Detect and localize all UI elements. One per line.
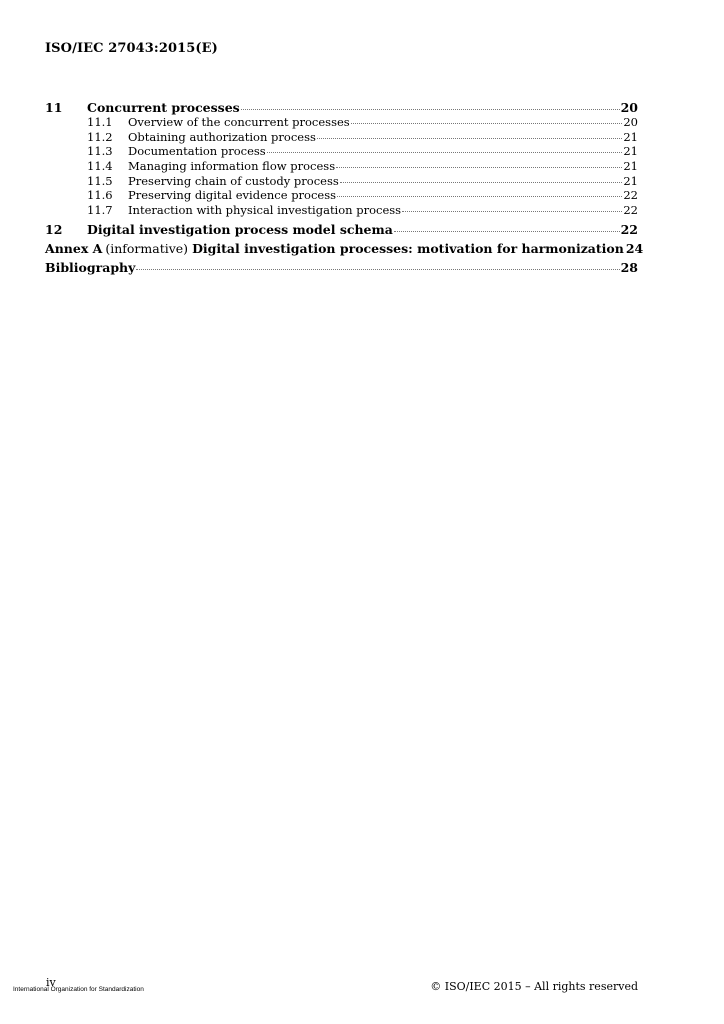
watermark-text: International Organization for Standardization [13,986,144,993]
toc-entry-11-7[interactable] [45,203,638,218]
toc-page-number: 20 [620,100,638,115]
toc-entry-section-11[interactable] [45,100,638,115]
leader-dots [337,195,622,197]
toc-entry-bibliography[interactable] [45,260,638,275]
toc-entry-annex-a[interactable] [45,240,644,256]
toc-number: 11.6 [87,188,113,203]
toc-title: Preserving digital evidence process [128,188,337,203]
toc-number: 11.7 [87,203,113,218]
toc-page-number: 22 [623,203,638,218]
toc-entry-11-4[interactable] [45,159,638,174]
toc-title: Bibliography [45,259,136,275]
toc-title: Digital investigation process model schema [87,221,393,237]
leader-dots [241,108,620,110]
leader-dots [336,166,622,168]
toc-number: 11.1 [87,115,113,129]
toc-page-number: 21 [623,173,638,188]
toc-entry-11-5[interactable] [45,174,638,189]
table-of-contents [45,100,644,275]
leader-dots [340,181,623,183]
toc-entry-section-12[interactable] [45,222,638,237]
copyright-notice: © ISO/IEC 2015 – All rights reserved [430,980,638,993]
toc-number: 12 [45,221,63,237]
toc-entry-11-3[interactable] [45,144,638,159]
toc-title: Digital investigation processes: motivation for harmonization [192,240,624,256]
toc-page-number: 28 [620,259,638,275]
toc-entry-11-6[interactable] [45,188,638,203]
toc-title: Preserving chain of custody process [128,173,339,188]
toc-page-number: 22 [620,221,638,237]
toc-number: 11.4 [87,159,113,174]
toc-title: Interaction with physical investigation process [128,203,402,218]
annex-qualifier: (informative) [105,240,189,256]
document-header: ISO/IEC 27043:2015(E) [45,41,218,56]
leader-dots [267,151,623,153]
toc-title: Overview of the concurrent processes [128,115,350,129]
toc-title: Managing information flow process [128,159,336,174]
toc-entry-11-1[interactable] [45,115,638,130]
leader-dots [317,137,622,139]
toc-number: 11.5 [87,173,113,188]
leader-dots [136,268,619,270]
toc-number: 11 [45,100,63,115]
toc-page-number: 21 [623,129,638,144]
toc-number: 11.2 [87,129,113,144]
leader-dots [351,122,623,124]
toc-title: Documentation process [128,144,266,159]
toc-page-number: 21 [623,144,638,159]
page-number: iv [46,976,56,989]
toc-number: 11.3 [87,144,113,159]
leader-dots [402,210,622,212]
toc-title: Concurrent processes [87,100,240,115]
leader-dots [394,230,620,232]
toc-page-number: 20 [623,115,638,129]
toc-page-number: 21 [623,159,638,174]
toc-page-number: 22 [623,188,638,203]
toc-page-number: 24 [625,240,644,256]
annex-label: Annex A [45,240,103,256]
toc-title: Obtaining authorization process [128,129,316,144]
toc-entry-11-2[interactable] [45,130,638,145]
